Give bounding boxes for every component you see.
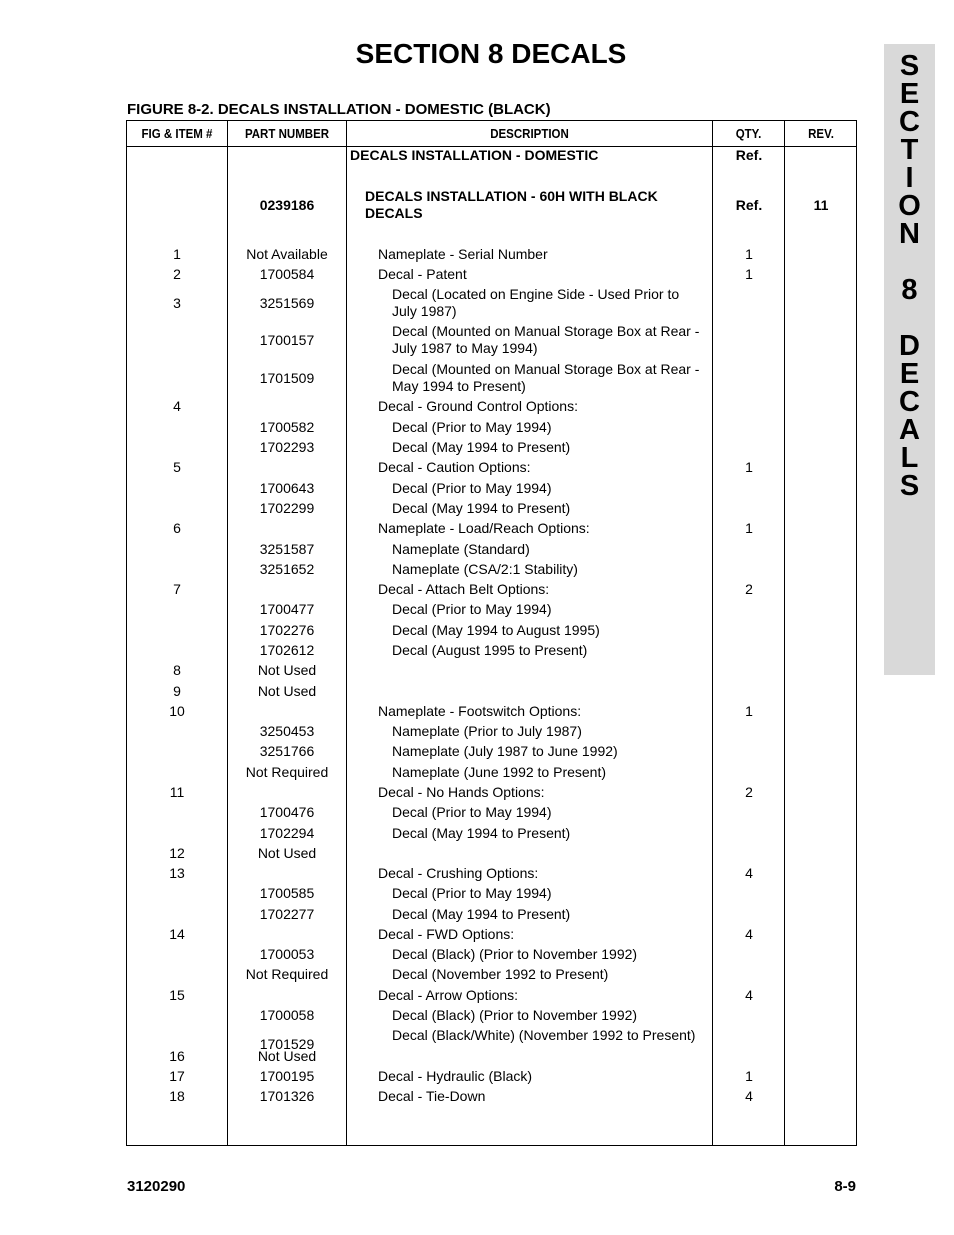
description-cell: Decal (May 1994 to August 1995) (392, 622, 600, 638)
part-number-cell: 1700584 (259, 266, 315, 282)
part-number-cell: 1700195 (259, 1068, 315, 1084)
description-cell: Decal (Black) (Prior to November 1992) (392, 1007, 638, 1023)
page-number: 8-9 (834, 1178, 856, 1195)
qty-cell: 1 (745, 459, 753, 475)
fig-item-cell: 3 (173, 295, 181, 311)
qty-cell: Ref. (735, 147, 763, 163)
description-cell: Decal (Black) (Prior to November 1992) (392, 946, 638, 962)
part-number-cell: Not Used (257, 662, 317, 678)
description-cell: Decal - Patent (378, 266, 467, 282)
qty-cell: 4 (745, 1088, 753, 1104)
fig-item-cell: 15 (169, 987, 185, 1003)
side-tab-letters: S E C T I O N 8 D E C A L S (898, 50, 921, 502)
part-number-cell: 1701529 (259, 1036, 315, 1052)
fig-item-cell: 8 (173, 662, 181, 678)
header-rev: REV. (808, 127, 834, 141)
description-cell: Decal - Ground Control Options: (378, 398, 578, 414)
qty-cell: 2 (745, 784, 753, 800)
qty-cell: 1 (745, 703, 753, 719)
part-number-cell: 1700585 (259, 885, 315, 901)
fig-item-cell: 13 (169, 865, 185, 881)
fig-item-cell: 10 (169, 703, 185, 719)
part-number-cell: 1702299 (259, 500, 315, 516)
description-cell: Nameplate (Prior to July 1987) (392, 723, 582, 739)
header-fig-item: FIG & ITEM # (141, 127, 213, 141)
part-number-cell: 3250453 (259, 723, 315, 739)
header-qty: QTY. (735, 127, 762, 141)
description-cell: Nameplate (CSA/2:1 Stability) (392, 561, 578, 577)
section-side-tab (884, 44, 935, 675)
description-cell: Decal (Mounted on Manual Storage Box at Rear - July 1987 to May 1994) (392, 323, 700, 356)
part-number-cell: Not Used (257, 845, 317, 861)
part-number-cell: Not Required (245, 764, 329, 780)
description-cell: Decal (August 1995 to Present) (392, 642, 588, 658)
fig-item-cell: 12 (169, 845, 185, 861)
description-cell: Decal - Hydraulic (Black) (378, 1068, 533, 1084)
header-description: DESCRIPTION (490, 127, 569, 141)
description-cell: Decal - Crushing Options: (378, 865, 539, 881)
part-number-cell: Not Required (245, 966, 329, 982)
fig-item-cell: 11 (169, 784, 185, 800)
description-cell: Decal - Tie-Down (378, 1088, 486, 1104)
description-cell: Decal - FWD Options: (378, 926, 515, 942)
qty-cell: Ref. (735, 197, 763, 213)
part-number-cell: 1700058 (259, 1007, 315, 1023)
description-cell: Decal - Attach Belt Options: (378, 581, 550, 597)
description-cell: Decal (Located on Engine Side - Used Prior to July 1987) (392, 286, 680, 319)
qty-cell: 4 (745, 926, 753, 942)
fig-item-cell: 17 (169, 1068, 185, 1084)
description-cell: Decal (Black/White) (November 1992 to Present) (392, 1027, 696, 1043)
part-number-cell: 1700477 (259, 601, 315, 617)
description-cell: Decal - Caution Options: (378, 459, 531, 475)
description-cell: Nameplate (July 1987 to June 1992) (392, 743, 618, 759)
description-cell: Decal (Prior to May 1994) (392, 419, 552, 435)
part-number-cell: 1702277 (259, 906, 315, 922)
part-number-cell: Not Available (246, 246, 328, 262)
qty-cell: 1 (745, 246, 753, 262)
description-cell: Decal (Prior to May 1994) (392, 601, 552, 617)
parts-table (126, 120, 857, 1146)
part-number-cell: 1701509 (259, 370, 315, 386)
description-cell: Decal (Prior to May 1994) (392, 480, 552, 496)
part-number-cell: 1700476 (259, 804, 315, 820)
description-cell: DECALS INSTALLATION - 60H WITH BLACK DECALS (365, 188, 658, 221)
part-number-cell: 3251652 (259, 561, 315, 577)
fig-item-cell: 4 (173, 398, 181, 414)
part-number-cell: 3251587 (259, 541, 315, 557)
description-cell: Decal (May 1994 to Present) (392, 439, 571, 455)
qty-cell: 2 (745, 581, 753, 597)
fig-item-cell: 5 (173, 459, 181, 475)
qty-cell: 1 (745, 1068, 753, 1084)
description-cell: Decal - No Hands Options: (378, 784, 545, 800)
description-cell: Decal (Prior to May 1994) (392, 885, 552, 901)
qty-cell: 1 (745, 266, 753, 282)
description-cell: Decal - Arrow Options: (378, 987, 519, 1003)
description-cell: Decal (November 1992 to Present) (392, 966, 609, 982)
part-number-cell: 1702294 (259, 825, 315, 841)
qty-cell: 4 (745, 865, 753, 881)
description-cell: Nameplate - Serial Number (378, 246, 548, 262)
rev-cell: 11 (813, 197, 829, 213)
fig-item-cell: 1 (173, 246, 181, 262)
part-number-cell: Not Used (257, 1048, 317, 1064)
description-cell: Decal (Mounted on Manual Storage Box at Rear - May 1994 to Present) (392, 361, 700, 394)
part-number-cell: 1700053 (259, 946, 315, 962)
description-cell: Nameplate (Standard) (392, 541, 530, 557)
part-number-cell: Not Used (257, 683, 317, 699)
description-cell: Nameplate - Load/Reach Options: (378, 520, 590, 536)
part-number-cell: 1702612 (259, 642, 315, 658)
description-cell: Nameplate (June 1992 to Present) (392, 764, 607, 780)
description-cell: Decal (May 1994 to Present) (392, 906, 571, 922)
document-number: 3120290 (127, 1178, 186, 1195)
qty-cell: 4 (745, 987, 753, 1003)
part-number-cell: 1700643 (259, 480, 315, 496)
fig-item-cell: 14 (169, 926, 185, 942)
part-number-cell: 3251766 (259, 743, 315, 759)
fig-item-cell: 9 (173, 683, 181, 699)
part-number-cell: 1702276 (259, 622, 315, 638)
figure-caption: FIGURE 8-2. DECALS INSTALLATION - DOMESTIC (BLACK) (127, 101, 551, 118)
page-title: SECTION 8 DECALS (355, 38, 627, 69)
description-cell: Decal (May 1994 to Present) (392, 500, 571, 516)
fig-item-cell: 6 (173, 520, 181, 536)
part-number-cell: 1700157 (259, 332, 315, 348)
fig-item-cell: 2 (173, 266, 181, 282)
header-part-number: PART NUMBER (244, 127, 330, 141)
fig-item-cell: 16 (169, 1048, 185, 1064)
description-cell: Decal (Prior to May 1994) (392, 804, 552, 820)
description-cell: Decal (May 1994 to Present) (392, 825, 571, 841)
part-number-cell: 1701326 (259, 1088, 315, 1104)
qty-cell: 1 (745, 520, 753, 536)
part-number-cell: 3251569 (259, 295, 315, 311)
fig-item-cell: 18 (169, 1088, 185, 1104)
fig-item-cell: 7 (173, 581, 181, 597)
part-number-cell: 1702293 (259, 439, 315, 455)
description-cell: DECALS INSTALLATION - DOMESTIC (350, 147, 599, 163)
part-number-cell: 0239186 (259, 197, 315, 213)
description-cell: Nameplate - Footswitch Options: (378, 703, 582, 719)
part-number-cell: 1700582 (259, 419, 315, 435)
